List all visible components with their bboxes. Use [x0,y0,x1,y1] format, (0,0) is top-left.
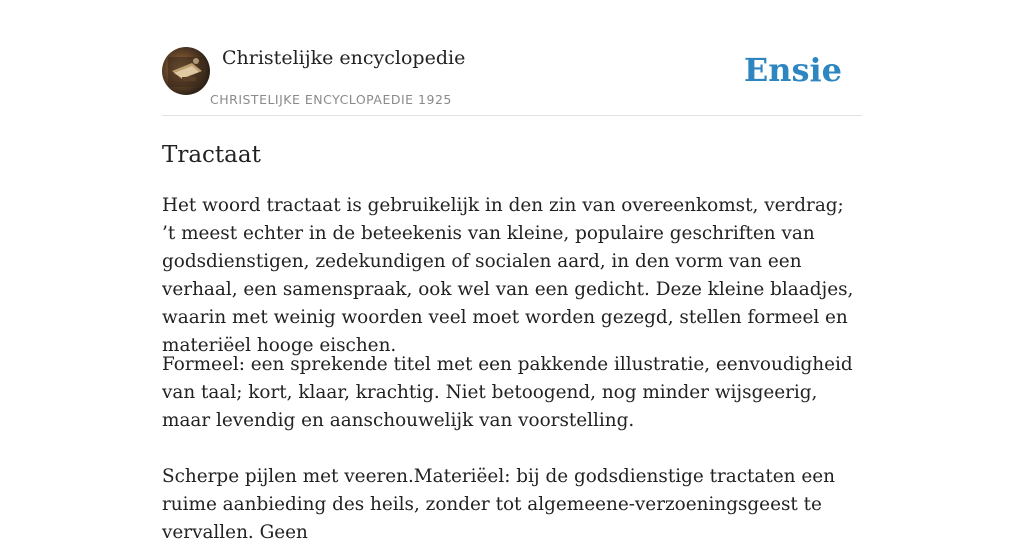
article-paragraph: Scherpe pijlen met veeren.Materiëel: bij de godsdienstige tractaten een ruime aanbieding des heils, zonder tot algemeene-verzoeningsgeest te vervallen. Geen [162,466,835,543]
article-paragraph: Het woord tractaat is gebruikelijk in den zin van overeenkomst, verdrag; ’t meest echter in de beteekenis van kleine, populaire geschriften van godsdienstigen, zedekundigen of socialen aard, in den vorm van een verhaal, een samenspraak, ook wel van een gedicht. Deze kleine blaadjes, waarin met weinig woorden veel moet worden gezegd, stellen formeel en materiëel hooge eischen. [162,195,854,356]
site-subtitle[interactable]: CHRISTELIJKE ENCYCLOPAEDIE 1925 [210,92,452,107]
header-divider [162,115,862,116]
article-paragraph: Formeel: een sprekende titel met een pakkende illustratie, eenvoudigheid van taal; kort, klaar, krachtig. Niet betoogend, nog minder wijsgeerig, maar levendig en aanschouwelijk van voorstelling. [162,354,853,431]
brand-logo[interactable]: Ensie [743,51,842,89]
site-title[interactable]: Christelijke encyclopedie [222,47,466,69]
article-title: Tractaat [162,142,261,168]
site-header [162,46,862,116]
encyclopedia-avatar-icon[interactable] [162,47,210,95]
